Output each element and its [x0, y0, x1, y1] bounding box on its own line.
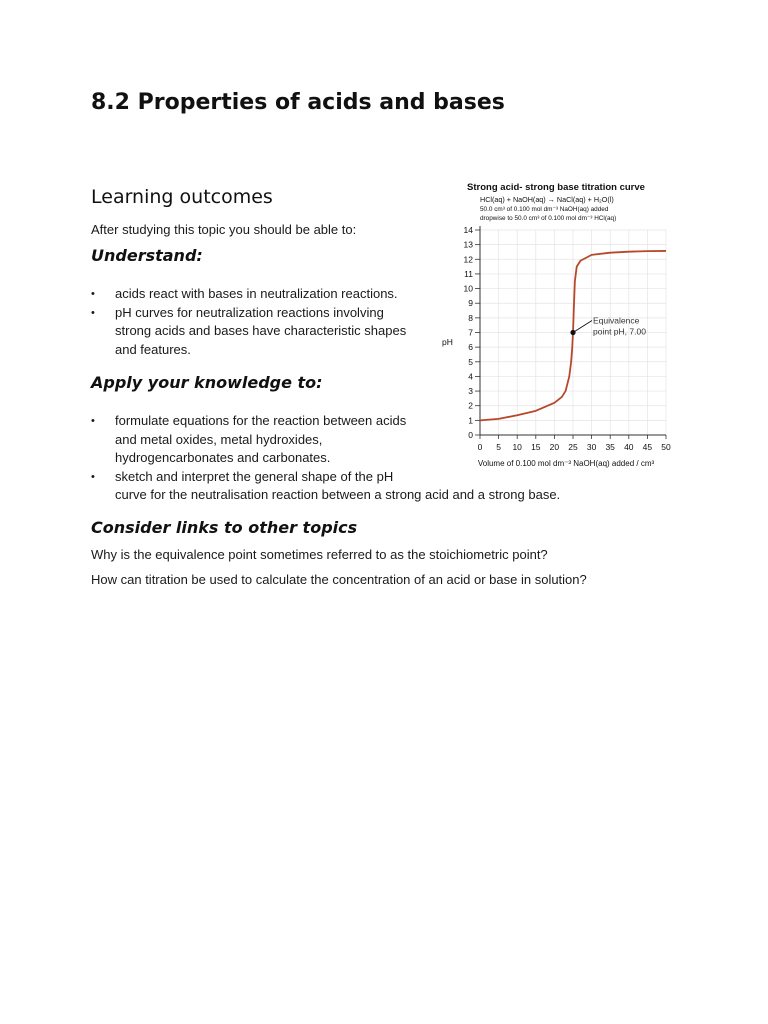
y-tick-label: 2 — [468, 400, 473, 411]
understand-list — [91, 285, 406, 359]
y-tick-label: 12 — [463, 254, 473, 265]
chart-title: Strong acid- strong base titration curve — [467, 182, 645, 193]
titration-chart-svg — [440, 178, 680, 473]
apply-item — [91, 468, 560, 505]
y-tick-label: 11 — [464, 268, 473, 279]
equivalence-label-line: point pH, 7.00 — [593, 326, 646, 337]
y-tick-label: 6 — [468, 342, 473, 353]
apply-heading: Apply your knowledge to: — [91, 373, 323, 392]
x-tick-label: 40 — [624, 442, 634, 452]
question-stoichiometric: Why is the equivalence point sometimes referred to as the stoichiometric point? — [91, 547, 548, 562]
understand-item — [91, 304, 406, 360]
chart-subtitle-line-1: HCl(aq) + NaOH(aq) → NaCl(aq) + H₂O(l) — [480, 195, 614, 204]
apply-item-line: curve for the neutralisation reaction between a strong acid and a strong base. — [115, 487, 561, 502]
understand-item-line: pH curves for neutralization reactions involving — [115, 304, 384, 320]
equivalence-label-line: Equivalence — [593, 315, 640, 326]
equivalence-pointer-line — [573, 321, 592, 333]
chart-x-label: Volume of 0.100 mol dm⁻³ NaOH(aq) added / cm³ — [477, 459, 655, 468]
x-tick-label: 25 — [568, 442, 578, 452]
x-tick-label: 35 — [605, 442, 615, 452]
x-tick-label: 5 — [496, 442, 501, 452]
intro-text: After studying this topic you should be able to: — [91, 222, 357, 237]
chart-subtitle-line-3: dropwise to 50.0 cm³ of 0.100 mol dm⁻³ HCl(aq) — [480, 215, 617, 222]
y-tick-label: 5 — [468, 356, 473, 367]
page-title: 8.2 Properties of acids and bases — [91, 90, 505, 115]
question-titration: How can titration be used to calculate the concentration of an acid or base in solution? — [91, 572, 587, 587]
chart-annotation — [570, 316, 646, 337]
y-tick-label: 10 — [463, 283, 473, 294]
equivalence-point-marker — [570, 330, 575, 335]
y-tick-label: 1 — [468, 415, 473, 426]
understand-item-line: and features. — [115, 341, 191, 357]
chart-subtitle-line-2: 50.0 cm³ of 0.100 mol dm⁻³ NaOH(aq) added — [480, 206, 609, 213]
chart-y-label: pH — [442, 337, 453, 347]
x-tick-label: 30 — [586, 442, 597, 452]
y-tick-label: 3 — [468, 386, 473, 397]
y-tick-label: 8 — [468, 312, 473, 323]
understand-item — [91, 285, 406, 304]
understand-item-line: strong acids and bases have characteristic shapes — [115, 323, 407, 338]
apply-item-line: sketch and interpret the general shape of the pH — [115, 468, 394, 484]
y-tick-label: 0 — [468, 430, 473, 440]
apply-item-line: and metal oxides, metal hydroxides, — [115, 431, 323, 447]
x-tick-label: 0 — [477, 442, 483, 452]
x-tick-label: 50 — [661, 442, 671, 452]
x-tick-label: 10 — [512, 442, 522, 452]
y-tick-label: 9 — [468, 298, 473, 309]
understand-item-line: acids react with bases in neutralization reactions. — [115, 286, 398, 301]
x-tick-label: 15 — [531, 442, 541, 452]
apply-item-line: formulate equations for the reaction between acids — [115, 413, 407, 428]
y-tick-label: 7 — [468, 327, 473, 338]
x-tick-label: 20 — [549, 442, 560, 452]
y-tick-label: 14 — [463, 225, 473, 235]
learning-outcomes-heading: Learning outcomes — [91, 186, 273, 208]
y-tick-label: 13 — [463, 239, 473, 250]
titration-chart — [440, 178, 680, 473]
understand-heading: Understand: — [91, 246, 203, 265]
x-tick-label: 45 — [642, 442, 653, 452]
apply-item-line: hydrogencarbonates and carbonates. — [115, 450, 331, 465]
y-tick-label: 4 — [468, 371, 473, 382]
links-heading: Consider links to other topics — [91, 518, 358, 537]
